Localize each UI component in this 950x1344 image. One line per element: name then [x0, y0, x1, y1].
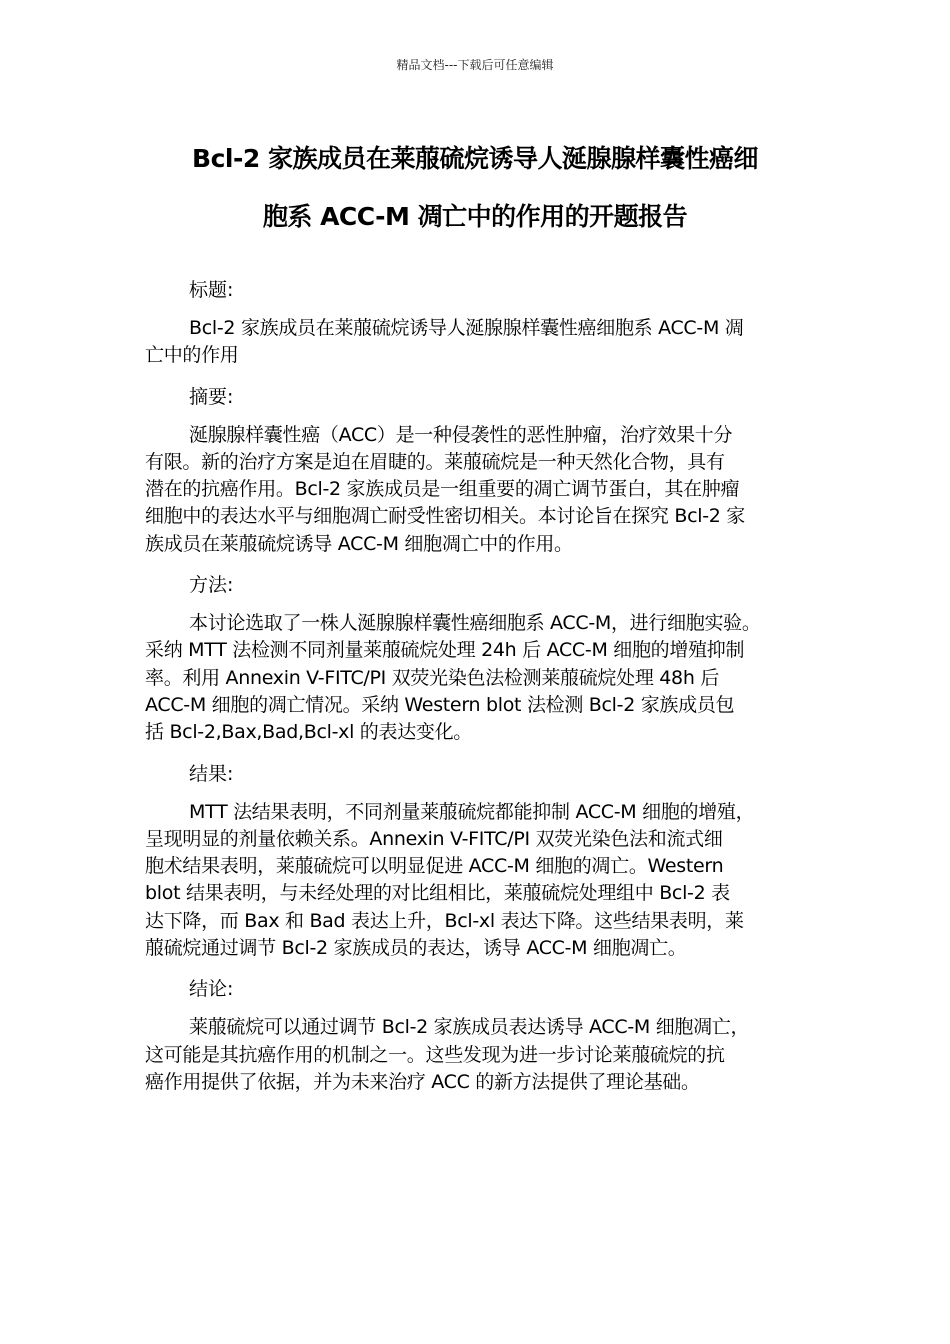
document-title — [120, 130, 830, 246]
results-line: 呈现明显的剂量依赖关系。Annexin V-FITC/PI 双荧光染色法和流式细 — [145, 827, 723, 850]
methods-line: 括 Bcl-2,Bax,Bad,Bcl-xl 的表达变化。 — [145, 721, 473, 744]
conclusion-line: 这可能是其抗癌作用的机制之一。这些发现为进一步讨论莱菔硫烷的抗 — [145, 1043, 725, 1066]
abstract-line: 细胞中的表达水平与细胞凋亡耐受性密切相关。本讨论旨在探究 Bcl-2 家 — [145, 505, 745, 528]
methods-line: 率。利用 Annexin V-FITC/PI 双荧光染色法检测莱菔硫烷处理 48h 后 — [145, 666, 720, 689]
document-title-line-1: Bcl-2 家族成员在莱菔硫烷诱导人涎腺腺样囊性癌细 — [192, 144, 758, 173]
header-note: 精品文档---下载后可任意编辑 — [396, 58, 554, 72]
abstract-line: 族成员在莱菔硫烷诱导 ACC-M 细胞凋亡中的作用。 — [145, 532, 573, 555]
abstract-line: 潜在的抗癌作用。Bcl-2 家族成员是一组重要的凋亡调节蛋白，其在肿瘤 — [145, 478, 740, 501]
results-line: 达下降，而 Bax 和 Bad 表达上升，Bcl-xl 表达下降。这些结果表明，莱 — [145, 909, 744, 932]
results-heading: 结果: — [189, 762, 234, 785]
methods-line: 采纳 MTT 法检测不同剂量莱菔硫烷处理 24h 后 ACC-M 细胞的增殖抑制 — [145, 639, 745, 662]
abstract-line: 有限。新的治疗方案是迫在眉睫的。莱菔硫烷是一种天然化合物，具有 — [145, 450, 725, 473]
subject-line: 亡中的作用 — [145, 344, 239, 367]
results-line: 菔硫烷通过调节 Bcl-2 家族成员的表达，诱导 ACC-M 细胞凋亡。 — [145, 937, 687, 960]
abstract-line: 涎腺腺样囊性癌（ACC）是一种侵袭性的恶性肿瘤，治疗效果十分 — [189, 423, 733, 446]
abstract-paragraph — [145, 422, 810, 558]
conclusion-line: 莱菔硫烷可以通过调节 Bcl-2 家族成员表达诱导 ACC-M 细胞凋亡， — [189, 1016, 750, 1039]
conclusion-paragraph — [145, 1014, 810, 1096]
subject-paragraph — [145, 315, 810, 370]
results-line: 胞术结果表明，莱菔硫烷可以明显促进 ACC-M 细胞的凋亡。Western — [145, 855, 724, 878]
methods-paragraph — [145, 610, 810, 746]
results-line: MTT 法结果表明，不同剂量莱菔硫烷都能抑制 ACC-M 细胞的增殖， — [189, 800, 755, 823]
methods-heading: 方法: — [189, 574, 234, 597]
results-paragraph — [145, 799, 810, 963]
conclusion-line: 癌作用提供了依据，并为未来治疗 ACC 的新方法提供了理论基础。 — [145, 1070, 700, 1093]
methods-line: 本讨论选取了一株人涎腺腺样囊性癌细胞系 ACC-M，进行细胞实验。 — [189, 612, 761, 635]
methods-line: ACC-M 细胞的凋亡情况。采纳 Western blot 法检测 Bcl-2 家族成员包 — [145, 693, 735, 716]
subject-heading: 标题: — [189, 279, 234, 301]
abstract-heading: 摘要: — [189, 385, 234, 408]
results-line: blot 结果表明，与未经处理的对比组相比，莱菔硫烷处理组中 Bcl-2 表 — [145, 882, 730, 905]
conclusion-heading: 结论: — [189, 978, 234, 1001]
document-title-line-2: 胞系 ACC-M 凋亡中的作用的开题报告 — [262, 202, 688, 231]
document-body — [145, 276, 810, 1109]
subject-line: Bcl-2 家族成员在莱菔硫烷诱导人涎腺腺样囊性癌细胞系 ACC-M 凋 — [189, 317, 744, 339]
